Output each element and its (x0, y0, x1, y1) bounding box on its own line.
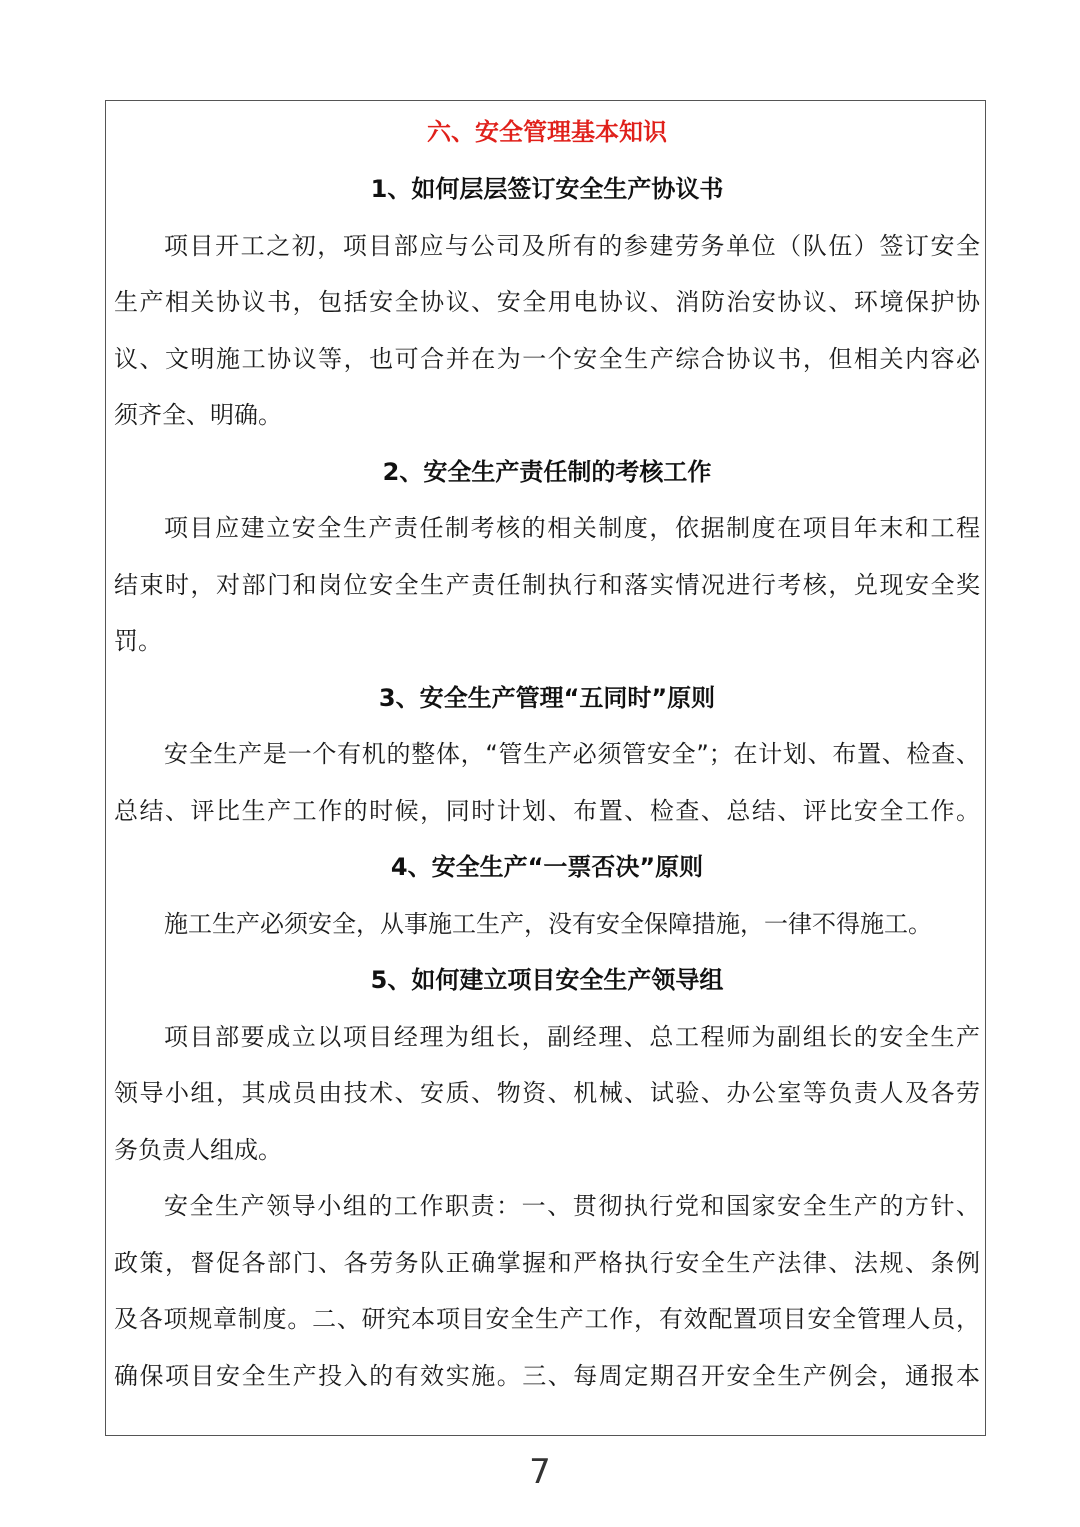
para-1-line-2: 生产相关协议书，包括安全协议、安全用电协议、消防治安协议、环境保护协 (114, 288, 980, 316)
para-1-line-3: 议、文明施工协议等，也可合并在为一个安全生产综合协议书，但相关内容必 (114, 344, 980, 373)
para-2-line-3: 罚。 (114, 627, 162, 655)
para-6-line-1: 安全生产领导小组的工作职责：一、贯彻执行党和国家安全生产的方针、 (164, 1192, 980, 1220)
content-frame (105, 100, 986, 1436)
para-6-line-4: 确保项目安全生产投入的有效实施。三、每周定期召开安全生产例会，通报本 (114, 1361, 980, 1390)
para-1-line-1: 项目开工之初，项目部应与公司及所有的参建劳务单位（队伍）签订安全 (164, 231, 980, 260)
para-6-line-2: 政策，督促各部门、各劳务队正确掌握和严格执行安全生产法律、法规、条例 (114, 1248, 980, 1277)
heading-1: 1、如何层层签订安全生产协议书 (370, 175, 724, 203)
para-3-line-1: 安全生产是一个有机的整体，“管生产必须管安全”；在计划、布置、检查、 (164, 740, 980, 768)
page-number: 7 (529, 1452, 551, 1492)
para-2-line-1: 项目应建立安全生产责任制考核的相关制度，依据制度在项目年末和工程 (164, 514, 980, 542)
heading-4: 4、安全生产“一票否决”原则 (390, 853, 704, 881)
para-5-line-3: 务负责人组成。 (114, 1135, 282, 1164)
para-5-line-1: 项目部要成立以项目经理为组长，副经理、总工程师为副组长的安全生产 (164, 1022, 980, 1051)
para-3-line-2: 总结、评比生产工作的时候，同时计划、布置、检查、总结、评比安全工作。 (114, 796, 980, 825)
section-title: 六、安全管理基本知识 (427, 118, 667, 146)
para-4-line-1: 施工生产必须安全，从事施工生产，没有安全保障措施，一律不得施工。 (164, 909, 932, 938)
para-2-line-2: 结束时，对部门和岗位安全生产责任制执行和落实情况进行考核，兑现安全奖 (114, 570, 980, 599)
heading-2: 2、安全生产责任制的考核工作 (382, 457, 712, 486)
para-1-line-4: 须齐全、明确。 (114, 401, 282, 429)
document-body (114, 101, 980, 1404)
heading-3: 3、安全生产管理“五同时”原则 (378, 683, 716, 712)
para-6-line-3: 及各项规章制度。二、研究本项目安全生产工作，有效配置项目安全管理人员， (114, 1305, 980, 1333)
para-5-line-2: 领导小组，其成员由技术、安质、物资、机械、试验、办公室等负责人及各劳 (114, 1079, 980, 1107)
heading-5: 5、如何建立项目安全生产领导组 (370, 966, 724, 994)
